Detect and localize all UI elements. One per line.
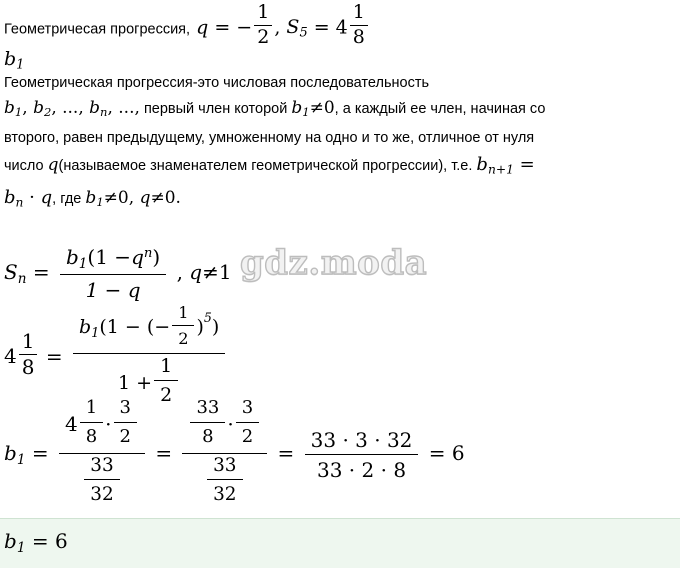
equals-sign: =: [313, 16, 330, 39]
definition-line-5: $b_n \cdot q$, где $b_1\ne 0$, q≠0.: [4, 186, 181, 210]
final-calculation-line: $b_1$ = 4 $\frac{1}{8}$ · $\frac{3}{2}$ $\frac{33}{32}$ = $\frac{33}{8}$ · $\frac{3}{2}$ $\frac{33}{32}$ = $\frac{33 \cdot 3 \cdot 32}{33 \cdot 2 \cdot 8}$ = 6: [4, 400, 465, 509]
substituted-fraction: $b_1(1$ − (− $\frac{1}{2}$ )$^5$) 1 + $\frac{1}{2}$: [73, 305, 225, 411]
recurrence-left: $b_{n+1}$ =: [476, 154, 535, 177]
substitution-line: 4 $\frac{1}{8}$ = $b_1(1$ − (− $\frac{1}{2}$ )$^5$) 1 + $\frac{1}{2}$: [4, 305, 229, 411]
q-variable: q: [196, 16, 209, 39]
condition-q-not-1: q≠1: [189, 259, 232, 284]
recurrence-right: $b_n \cdot q$: [4, 186, 53, 210]
answer-text: $b_1 = 6$: [4, 529, 68, 556]
simplified-fraction: $\frac{33 \cdot 3 \cdot 32}{33 \cdot 2 \cdot 8}$: [305, 428, 419, 482]
definition-line-2: $b_1$, $b_2$, ..., $b_n$, ..., первый член которой $b_1\ne 0$, а каждый ее член, начиная со: [4, 98, 546, 120]
definition-paragraph: [4, 72, 672, 216]
watermark-gdz-moda: gdz.moda: [240, 243, 428, 283]
complex-fraction-1: 4 $\frac{1}{8}$ · $\frac{3}{2}$ $\frac{33}{32}$: [59, 400, 145, 509]
q-symbol: q: [47, 155, 59, 176]
sum-formula-fraction: $\frac{b_1(1 -q^n)}{1 - q}$: [60, 245, 166, 302]
complex-fraction-2: $\frac{33}{8}$ · $\frac{3}{2}$ $\frac{33}{32}$: [182, 400, 267, 509]
definition-line-1: Геометрическая прогрессия-это числовая последовательность: [4, 75, 430, 91]
mixed-number-4-1-8: 4 $\frac{1}{8}$: [336, 4, 370, 53]
fraction-one-half: $\frac{1}{2}$: [254, 1, 272, 50]
definition-line-3: второго, равен предыдущему, умноженному на одно и то же, отличное от нуля: [4, 130, 535, 147]
equals-minus: = −: [214, 16, 253, 39]
final-result-value: 6: [451, 441, 465, 465]
answer-banner: [0, 518, 680, 568]
nonzero-conditions: $b_1\ne 0$, q≠0.: [85, 187, 181, 209]
sequence-terms: $b_1$, $b_2$, ..., $b_n$, ...,: [4, 98, 140, 120]
problem-statement-line: [4, 1, 370, 53]
comma-sep: ,: [274, 16, 281, 39]
sum-formula-line: $S_n$ = $\frac{b_1(1 -q^n)}{1 - q}$ , q≠1: [4, 245, 232, 302]
b1-nonzero-condition: $b_1\ne 0$: [291, 98, 335, 120]
s-variable: $S_5$: [286, 16, 308, 41]
b1-symbol: $b_1$: [4, 441, 26, 468]
problem-prefix: Геометричесая прогрессия,: [4, 21, 191, 38]
definition-line-4: число q(называемое знаменателем геометрической прогрессии), т.е. $b_{n+1}$ =: [4, 154, 535, 177]
sn-symbol: $S_n$: [4, 259, 27, 287]
lhs-mixed-4-1-8: 4 $\frac{1}{8}$: [4, 332, 39, 383]
b1-unknown-line: $b_1$: [4, 48, 25, 73]
